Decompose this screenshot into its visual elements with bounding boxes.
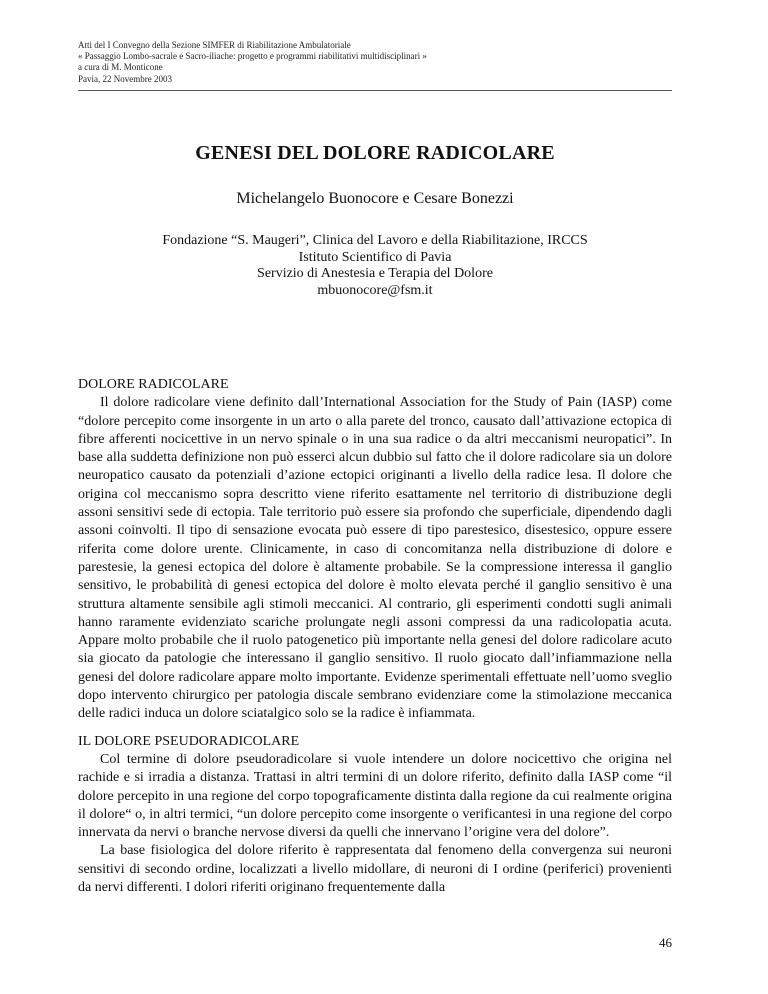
header-line-subtitle: « Passaggio Lombo-sacrale e Sacro-iliache: progetto e programmi riabilitativi multidisciplinari » [78, 51, 427, 62]
section-heading: IL DOLORE PSEUDORADICOLARE [78, 733, 300, 749]
header-line-conference: Atti del I Convegno della Sezione SIMFER di Riabilitazione Ambulatoriale [78, 40, 351, 50]
header-line-editor: a cura di M. Monticone [78, 62, 163, 73]
article-body [78, 376, 672, 897]
body-paragraph: La base fisiologica del dolore riferito è rappresentata dal fenomeno della convergenza sui neuroni sensitivi di secondo ordine, localizzati a livello midollare, di neuroni di I ordine (periferici) provenienti da nervi differenti. I dolori riferiti originano frequentemente dalla [78, 843, 672, 896]
paper-title: GENESI DEL DOLORE RADICOLARE [195, 142, 555, 164]
affiliation-block [78, 233, 672, 299]
running-header [78, 40, 672, 85]
affiliation-line: Istituto Scientifico di Pavia [298, 249, 452, 265]
section-heading: DOLORE RADICOLARE [78, 377, 229, 392]
page-number: 46 [659, 935, 672, 950]
body-paragraph: Il dolore radicolare viene definito dall’International Association for the Study of Pain (IASP) come “dolore percepito come insorgente in un arto o alla parete del tronco, causato dall’attivazione ectopica di fibre afferenti nocicettive in un nervo spinale o in una sua radice o da altri meccanismi neuropatici”. In base alla suddetta definizione non può esserci alcun dubbio sul fatto che il dolore radicolare sia un dolore neuropatico causato da potenziali d’azione ectopici originanti a livello della radice lesa. Il dolore che origina col meccanismo sopra descritto viene riferito esattamente nel territorio di distribuzione degli assoni sensitivi sede di ectopia. Tale territorio può essere sia profondo che superficiale, dipendendo dagli assoni coinvolti. Il tipo di sensazione evocata può essere di tipo parestesico, disestesico, oppure essere riferita come dolore urente. Clinicamente, in caso di concomitanza nella distribuzione di dolore e parestesie, la genesi ectopica del dolore è altamente probabile. Se la compressione interessa il ganglio sensitivo, le probabilità di genesi ectopica del dolore è molto elevata perché il ganglio sensitivo è una struttura altamente sensibile agli stimoli meccanici. Al contrario, gli esperimenti condotti sugli animali hanno raramente evidenziato scariche prolungate negli assoni compressi da una radicolopatia acuta. Appare molto probabile che il ruolo patogenetico più importante nella genesi del dolore radicolare acuto sia giocato da patologie che interessano il ganglio sensitivo. Il ruolo giocato dall’infiammazione nella genesi del dolore radicolare appare molto importante. Evidenze sperimentali effettuate nell’uomo sveglio dopo intervento chirurgico per patologia discale sembrano evidenziare come la stimolazione meccanica delle radici induca un dolore sciatalgico solo se la radice è infiammata. [78, 395, 672, 722]
affiliation-line: Fondazione “S. Maugeri”, Clinica del Lavoro e della Riabilitazione, IRCCS [162, 233, 588, 248]
paper-authors: Michelangelo Buonocore e Cesare Bonezzi [236, 190, 514, 207]
section-spacer [78, 724, 672, 733]
header-line-date: Pavia, 22 Novembre 2003 [78, 73, 172, 84]
affiliation-line: Servizio di Anestesia e Terapia del Dolore [257, 266, 493, 282]
header-divider [78, 90, 672, 91]
author-email: mbuonocore@fsm.it [317, 282, 433, 298]
body-paragraph: Col termine di dolore pseudoradicolare si vuole intendere un dolore nocicettivo che origina nel rachide e si irradia a distanza. Trattasi in altri termini di un dolore riferito, definito dalla IASP come “il dolore percepito in una regione del corpo topograficamente distinta dalla regione da cui realmente origina il dolore“ o, in altri termici, “un dolore percepito come insorgente o verificantesi in una regione del corpo innervata da nervi o branche nervose diversi da quelli che innervano l’origine vera del dolore”. [78, 751, 672, 841]
